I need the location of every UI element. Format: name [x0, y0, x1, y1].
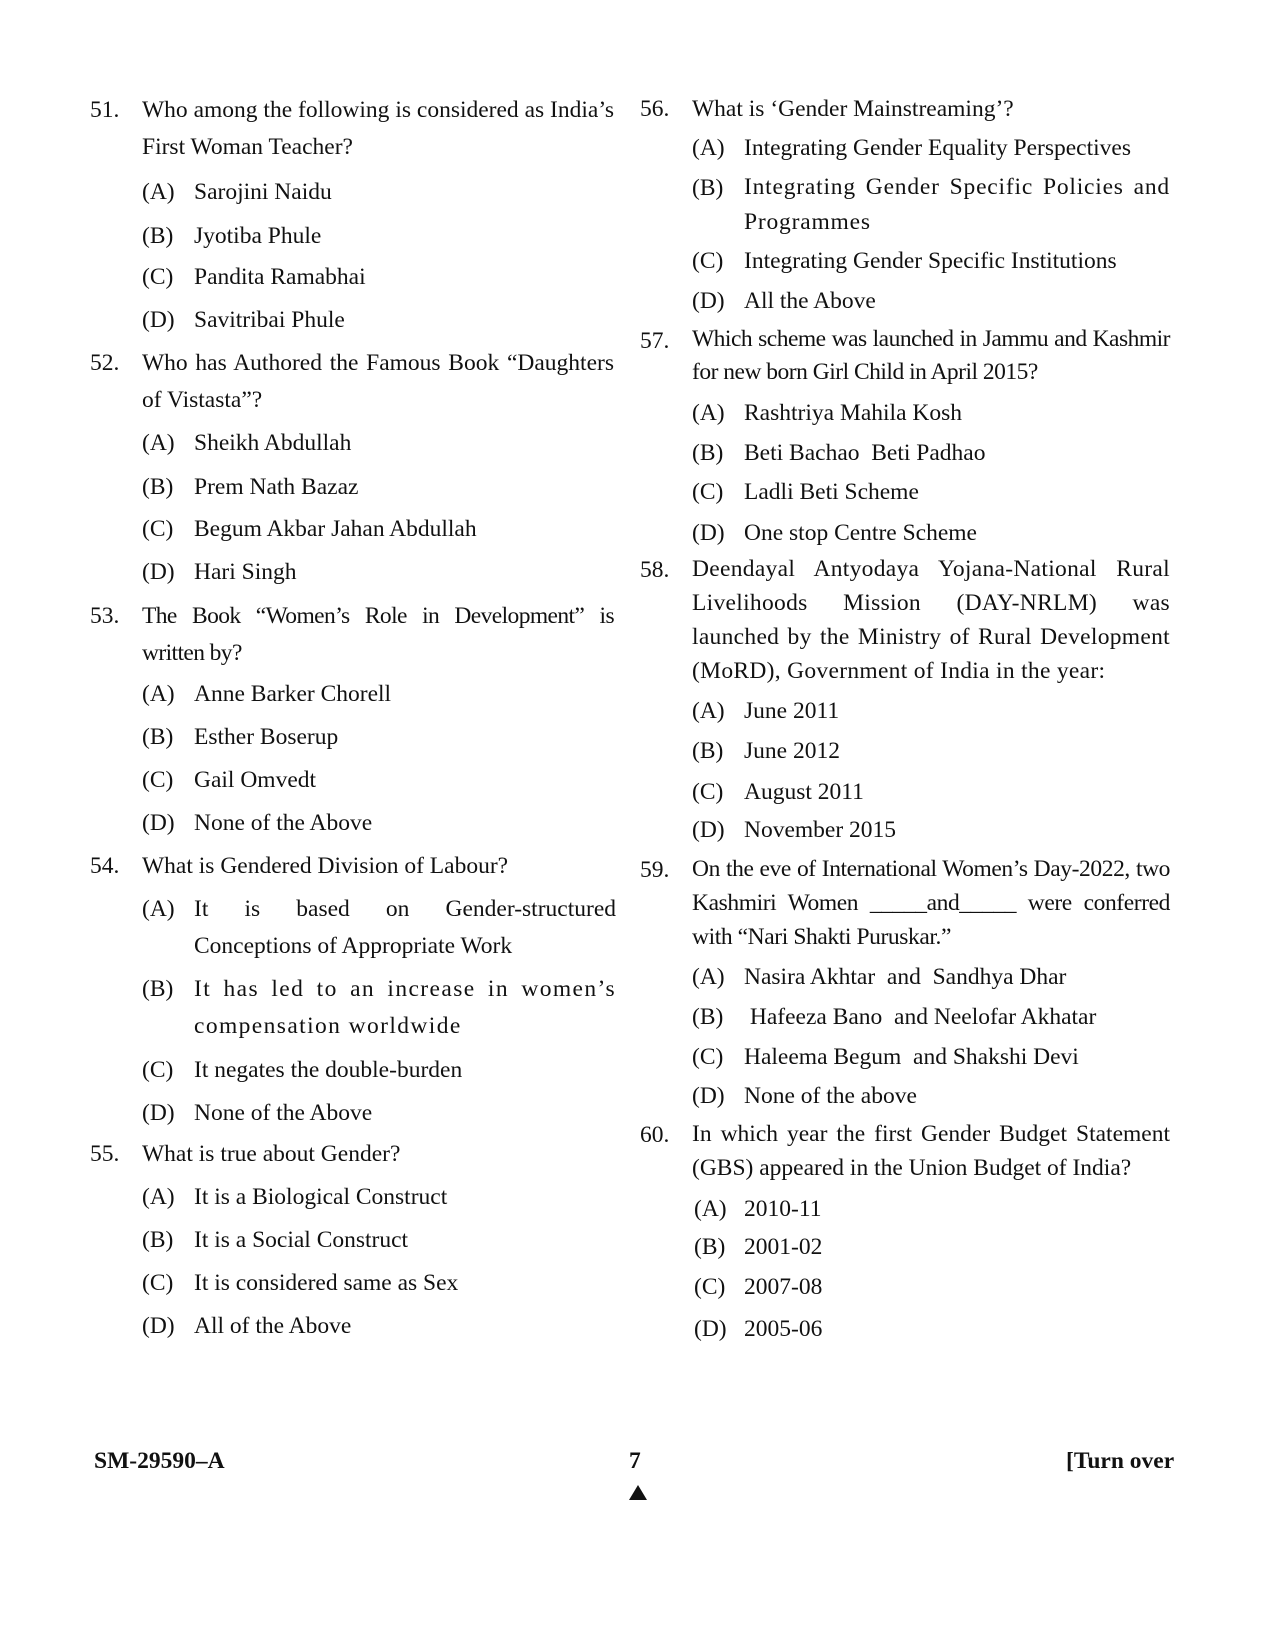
option-text: It has led to an increase in women’s compensation worldwide — [194, 976, 616, 1039]
option-label: (A) — [692, 135, 725, 161]
option-label: (C) — [692, 1044, 724, 1070]
turn-over-label: [Turn over — [1066, 1448, 1175, 1474]
option-label: (C) — [692, 479, 724, 505]
option-text: 2010-11 — [744, 1196, 822, 1222]
option-label: (C) — [142, 516, 174, 542]
question-number: 51. — [90, 97, 120, 123]
option-label: (B) — [142, 976, 174, 1002]
option-text: Ladli Beti Scheme — [744, 479, 919, 505]
option-text: Anne Barker Chorell — [194, 681, 392, 707]
question-number: 55. — [90, 1141, 120, 1167]
option-label: (B) — [142, 474, 174, 500]
question-stem: What is ‘Gender Mainstreaming’? — [692, 96, 1014, 122]
option-text: Beti Bachao Beti Padhao — [744, 440, 986, 466]
option-text: Jyotiba Phule — [194, 223, 322, 249]
question-stem: What is true about Gender? — [142, 1141, 401, 1167]
option-label: (D) — [142, 1313, 175, 1339]
option-text: Integrating Gender Specific Institutions — [744, 248, 1117, 274]
option-label: (C) — [692, 779, 724, 805]
option-text: Rashtriya Mahila Kosh — [744, 400, 962, 426]
option-label: (B) — [692, 175, 724, 201]
option-label: (C) — [692, 248, 724, 274]
option-label: (C) — [142, 1057, 174, 1083]
option-text: None of the Above — [194, 1100, 373, 1126]
question-number: 57. — [640, 328, 670, 354]
question-stem: Deendayal Antyodaya Yojana-National Rural Livelihoods Mission (DAY-NRLM) was launched by the Ministry of Rural Development (MoRD), Government of India in the year: — [692, 556, 1170, 684]
option-text: Sheikh Abdullah — [194, 430, 352, 456]
option-text: It is considered same as Sex — [194, 1270, 459, 1296]
option-text: Savitribai Phule — [194, 307, 345, 333]
question-number: 54. — [90, 853, 120, 879]
option-text: June 2011 — [744, 698, 840, 724]
option-text: One stop Centre Scheme — [744, 520, 977, 546]
option-label: (B) — [142, 1227, 174, 1253]
question-stem: Which scheme was launched in Jammu and Kashmir for new born Girl Child in April 2015? — [692, 326, 1170, 385]
option-text: Nasira Akhtar and Sandhya Dhar — [744, 964, 1067, 990]
option-text: Esther Boserup — [194, 724, 339, 750]
option-label: (A) — [142, 430, 175, 456]
option-text: 2001-02 — [744, 1234, 823, 1260]
question-stem: The Book “Women’s Role in Development” is written by? — [142, 603, 614, 666]
question-number: 53. — [90, 603, 120, 629]
question-stem: What is Gendered Division of Labour? — [142, 853, 509, 879]
option-label: (D) — [692, 1083, 725, 1109]
option-text: Haleema Begum and Shakshi Devi — [744, 1044, 1079, 1070]
option-text: None of the Above — [194, 810, 373, 836]
option-label: (A) — [692, 698, 725, 724]
option-text: 2005-06 — [744, 1316, 823, 1342]
option-label: (A) — [692, 964, 725, 990]
option-label: (D) — [142, 307, 175, 333]
option-label: (C) — [694, 1274, 726, 1300]
option-text: Hafeeza Bano and Neelofar Akhatar — [744, 1004, 1097, 1030]
option-label: (D) — [692, 817, 725, 843]
option-label: (B) — [692, 738, 724, 764]
option-label: (D) — [692, 288, 725, 314]
option-text: November 2015 — [744, 817, 897, 843]
question-number: 60. — [640, 1122, 670, 1148]
page-number: 7 — [629, 1448, 641, 1474]
option-text: It is based on Gender-structured Conceptions of Appropriate Work — [194, 896, 616, 959]
option-label: (D) — [142, 810, 175, 836]
question-number: 59. — [640, 857, 670, 883]
question-stem: In which year the first Gender Budget Statement (GBS) appeared in the Union Budget of India? — [692, 1121, 1170, 1181]
question-stem: On the eve of International Women’s Day-2022, two Kashmiri Women _____and_____ were conferred with “Nari Shakti Puruskar.” — [692, 856, 1170, 950]
option-text: Pandita Ramabhai — [194, 264, 366, 290]
option-label: (C) — [142, 1270, 174, 1296]
option-label: (D) — [694, 1316, 727, 1342]
option-text: June 2012 — [744, 738, 840, 764]
option-label: (D) — [142, 559, 175, 585]
question-number: 52. — [90, 350, 120, 376]
option-label: (A) — [692, 400, 725, 426]
option-text: All of the Above — [194, 1313, 352, 1339]
option-label: (A) — [142, 896, 175, 922]
option-text: It negates the double-burden — [194, 1057, 463, 1083]
option-text: Prem Nath Bazaz — [194, 474, 359, 500]
question-stem: Who has Authored the Famous Book “Daughters of Vistasta”? — [142, 350, 614, 413]
option-label: (A) — [142, 1184, 175, 1210]
option-label: (C) — [142, 767, 174, 793]
option-label: (A) — [142, 681, 175, 707]
option-text: Gail Omvedt — [194, 767, 317, 793]
option-text: It is a Biological Construct — [194, 1184, 448, 1210]
question-number: 56. — [640, 96, 670, 122]
option-label: (B) — [142, 223, 174, 249]
option-label: (B) — [142, 724, 174, 750]
option-text: Begum Akbar Jahan Abdullah — [194, 516, 477, 542]
option-label: (D) — [692, 520, 725, 546]
option-text: None of the above — [744, 1083, 917, 1109]
option-label: (B) — [694, 1234, 726, 1260]
option-label: (C) — [142, 264, 174, 290]
option-label: (A) — [694, 1196, 727, 1222]
option-label: (D) — [142, 1100, 175, 1126]
option-text: Hari Singh — [194, 559, 297, 585]
question-number: 58. — [640, 557, 670, 583]
up-triangle-icon — [629, 1485, 647, 1500]
question-stem: Who among the following is considered as India’s First Woman Teacher? — [142, 97, 614, 160]
option-text: August 2011 — [744, 779, 864, 805]
option-text: Sarojini Naidu — [194, 179, 332, 205]
option-label: (A) — [142, 179, 175, 205]
option-label: (B) — [692, 440, 724, 466]
option-text: It is a Social Construct — [194, 1227, 409, 1253]
option-text: All the Above — [744, 288, 876, 314]
option-text: Integrating Gender Specific Policies and Programmes — [744, 174, 1170, 235]
option-text: 2007-08 — [744, 1274, 823, 1300]
option-label: (B) — [692, 1004, 724, 1030]
option-text: Integrating Gender Equality Perspectives — [744, 135, 1131, 161]
paper-code: SM-29590–A — [94, 1448, 225, 1474]
